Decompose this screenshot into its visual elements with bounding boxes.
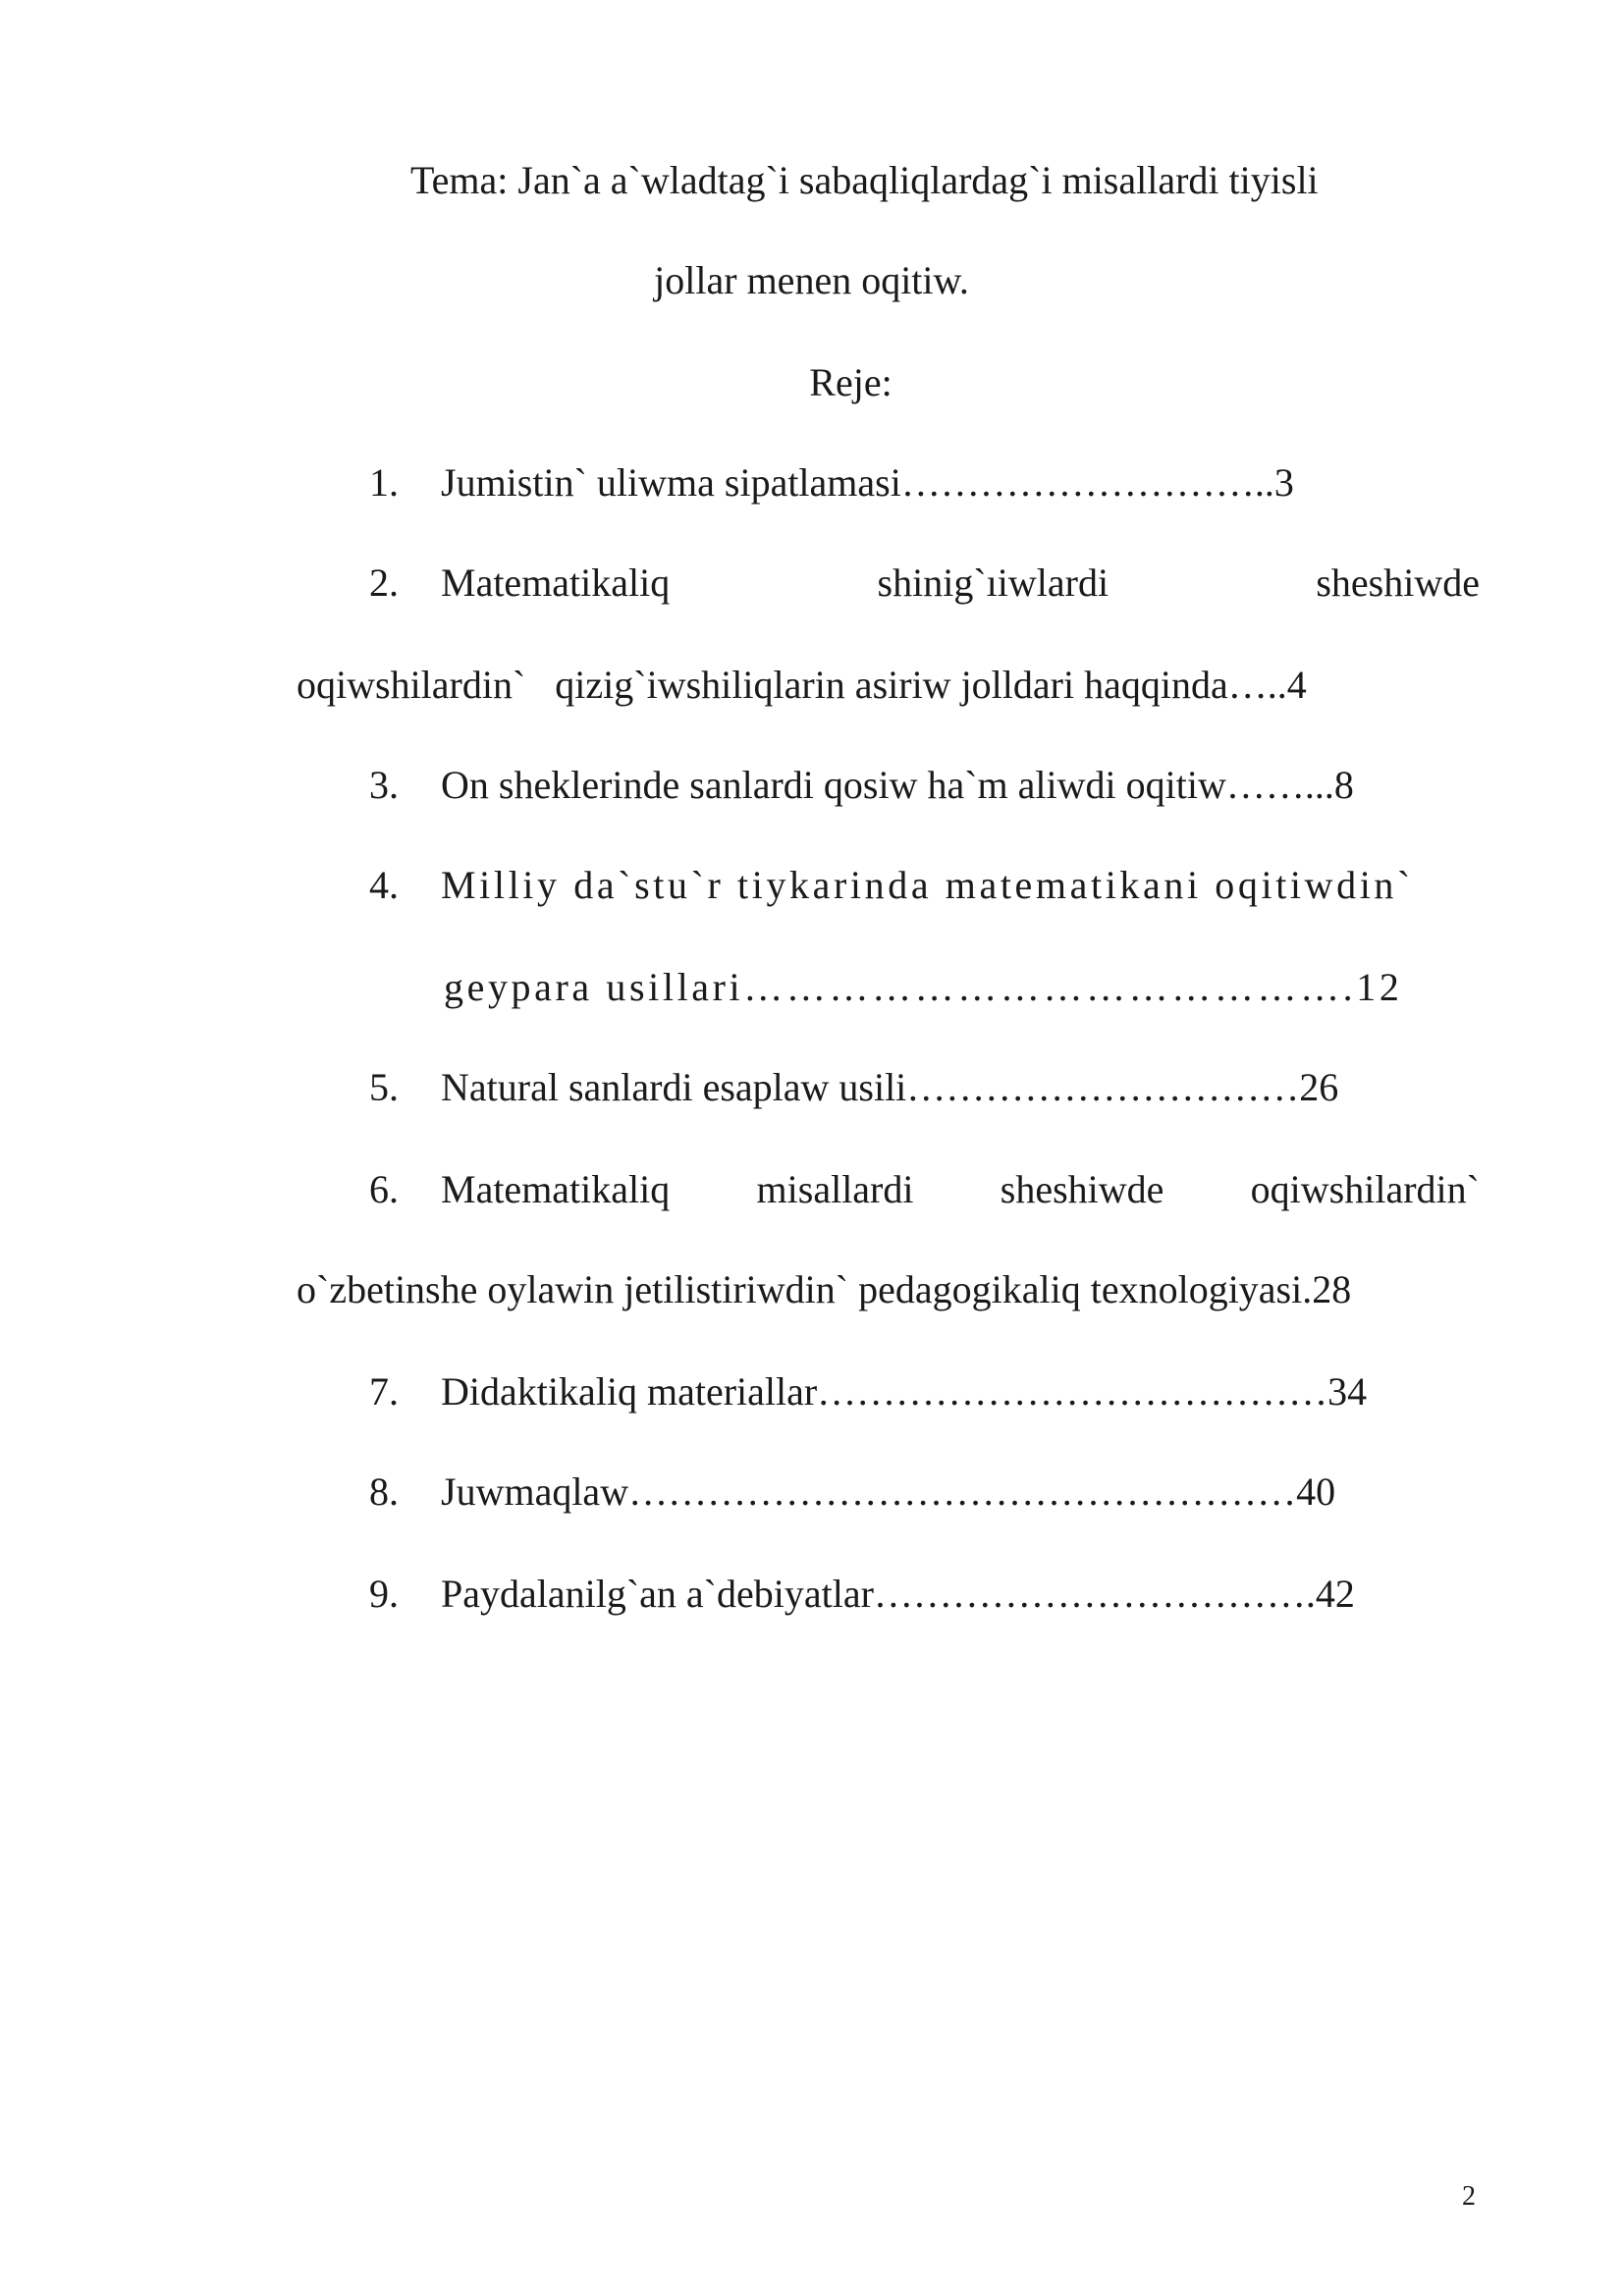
item-3-text: On sheklerinde sanlardi qosiw ha`m aliwdi oqitiw……...8 — [441, 763, 1354, 807]
item-2-first-line — [441, 558, 1480, 609]
item-6-word-3: sheshiwde — [1000, 1167, 1164, 1211]
item-6-number: 6. — [369, 1167, 399, 1211]
item-5-number: 5. — [369, 1065, 399, 1109]
item-2-word-2: shinig`ıiwlardi — [877, 561, 1109, 605]
item-1-text: Jumistin` uliwma sipatlamasi………………………..3 — [441, 460, 1294, 505]
title-line-1: Tema: Jan`a a`wladtag`i sabaqliqlardag`i misallardi tiyisli — [410, 158, 1319, 202]
item-1-number: 1. — [369, 460, 399, 505]
item-6-word-2: misallardi — [756, 1167, 914, 1211]
item-3-number: 3. — [369, 763, 399, 807]
item-2-word-1: Matematikaliq — [441, 561, 671, 605]
item-7-text: Didaktikaliq materiallar…………………………………34 — [441, 1369, 1368, 1414]
item-9-text: Paydalanilg`an a`debiyatlar…………………………….42 — [441, 1572, 1355, 1616]
item-8-number: 8. — [369, 1469, 399, 1514]
item-6-continuation: o`zbetinshe oylawin jetilistiriwdin` pedagogikaliq texnologiyasi.28 — [297, 1267, 1352, 1311]
page-number: 2 — [1462, 2181, 1476, 2212]
title-line-2: jollar menen oqitiw. — [654, 258, 969, 302]
item-4-continuation: geypara usillari…………………………………….12 — [444, 965, 1403, 1009]
item-9-number: 9. — [369, 1572, 399, 1616]
item-2-word-3: sheshiwde — [1316, 561, 1480, 605]
item-8-text: Juwmaqlaw……………………………………………40 — [441, 1469, 1336, 1514]
item-4-number: 4. — [369, 863, 399, 907]
item-6-first-line — [441, 1164, 1480, 1215]
item-7-number: 7. — [369, 1369, 399, 1414]
item-2-continuation: oqiwshilardin` qizig`iwshiliqlarin asiriw jolldari haqqinda…..4 — [297, 663, 1307, 707]
item-6-word-4: oqiwshilardin` — [1250, 1167, 1480, 1211]
item-6-word-1: Matematikaliq — [441, 1167, 671, 1211]
plan-heading: Reje: — [809, 360, 893, 404]
item-2-number: 2. — [369, 561, 399, 605]
item-5-text: Natural sanlardi esaplaw usili…………………………26 — [441, 1065, 1339, 1109]
item-4-text: Milliy da`stu`r tiykarinda matematikani oqitiwdin` — [441, 863, 1414, 907]
